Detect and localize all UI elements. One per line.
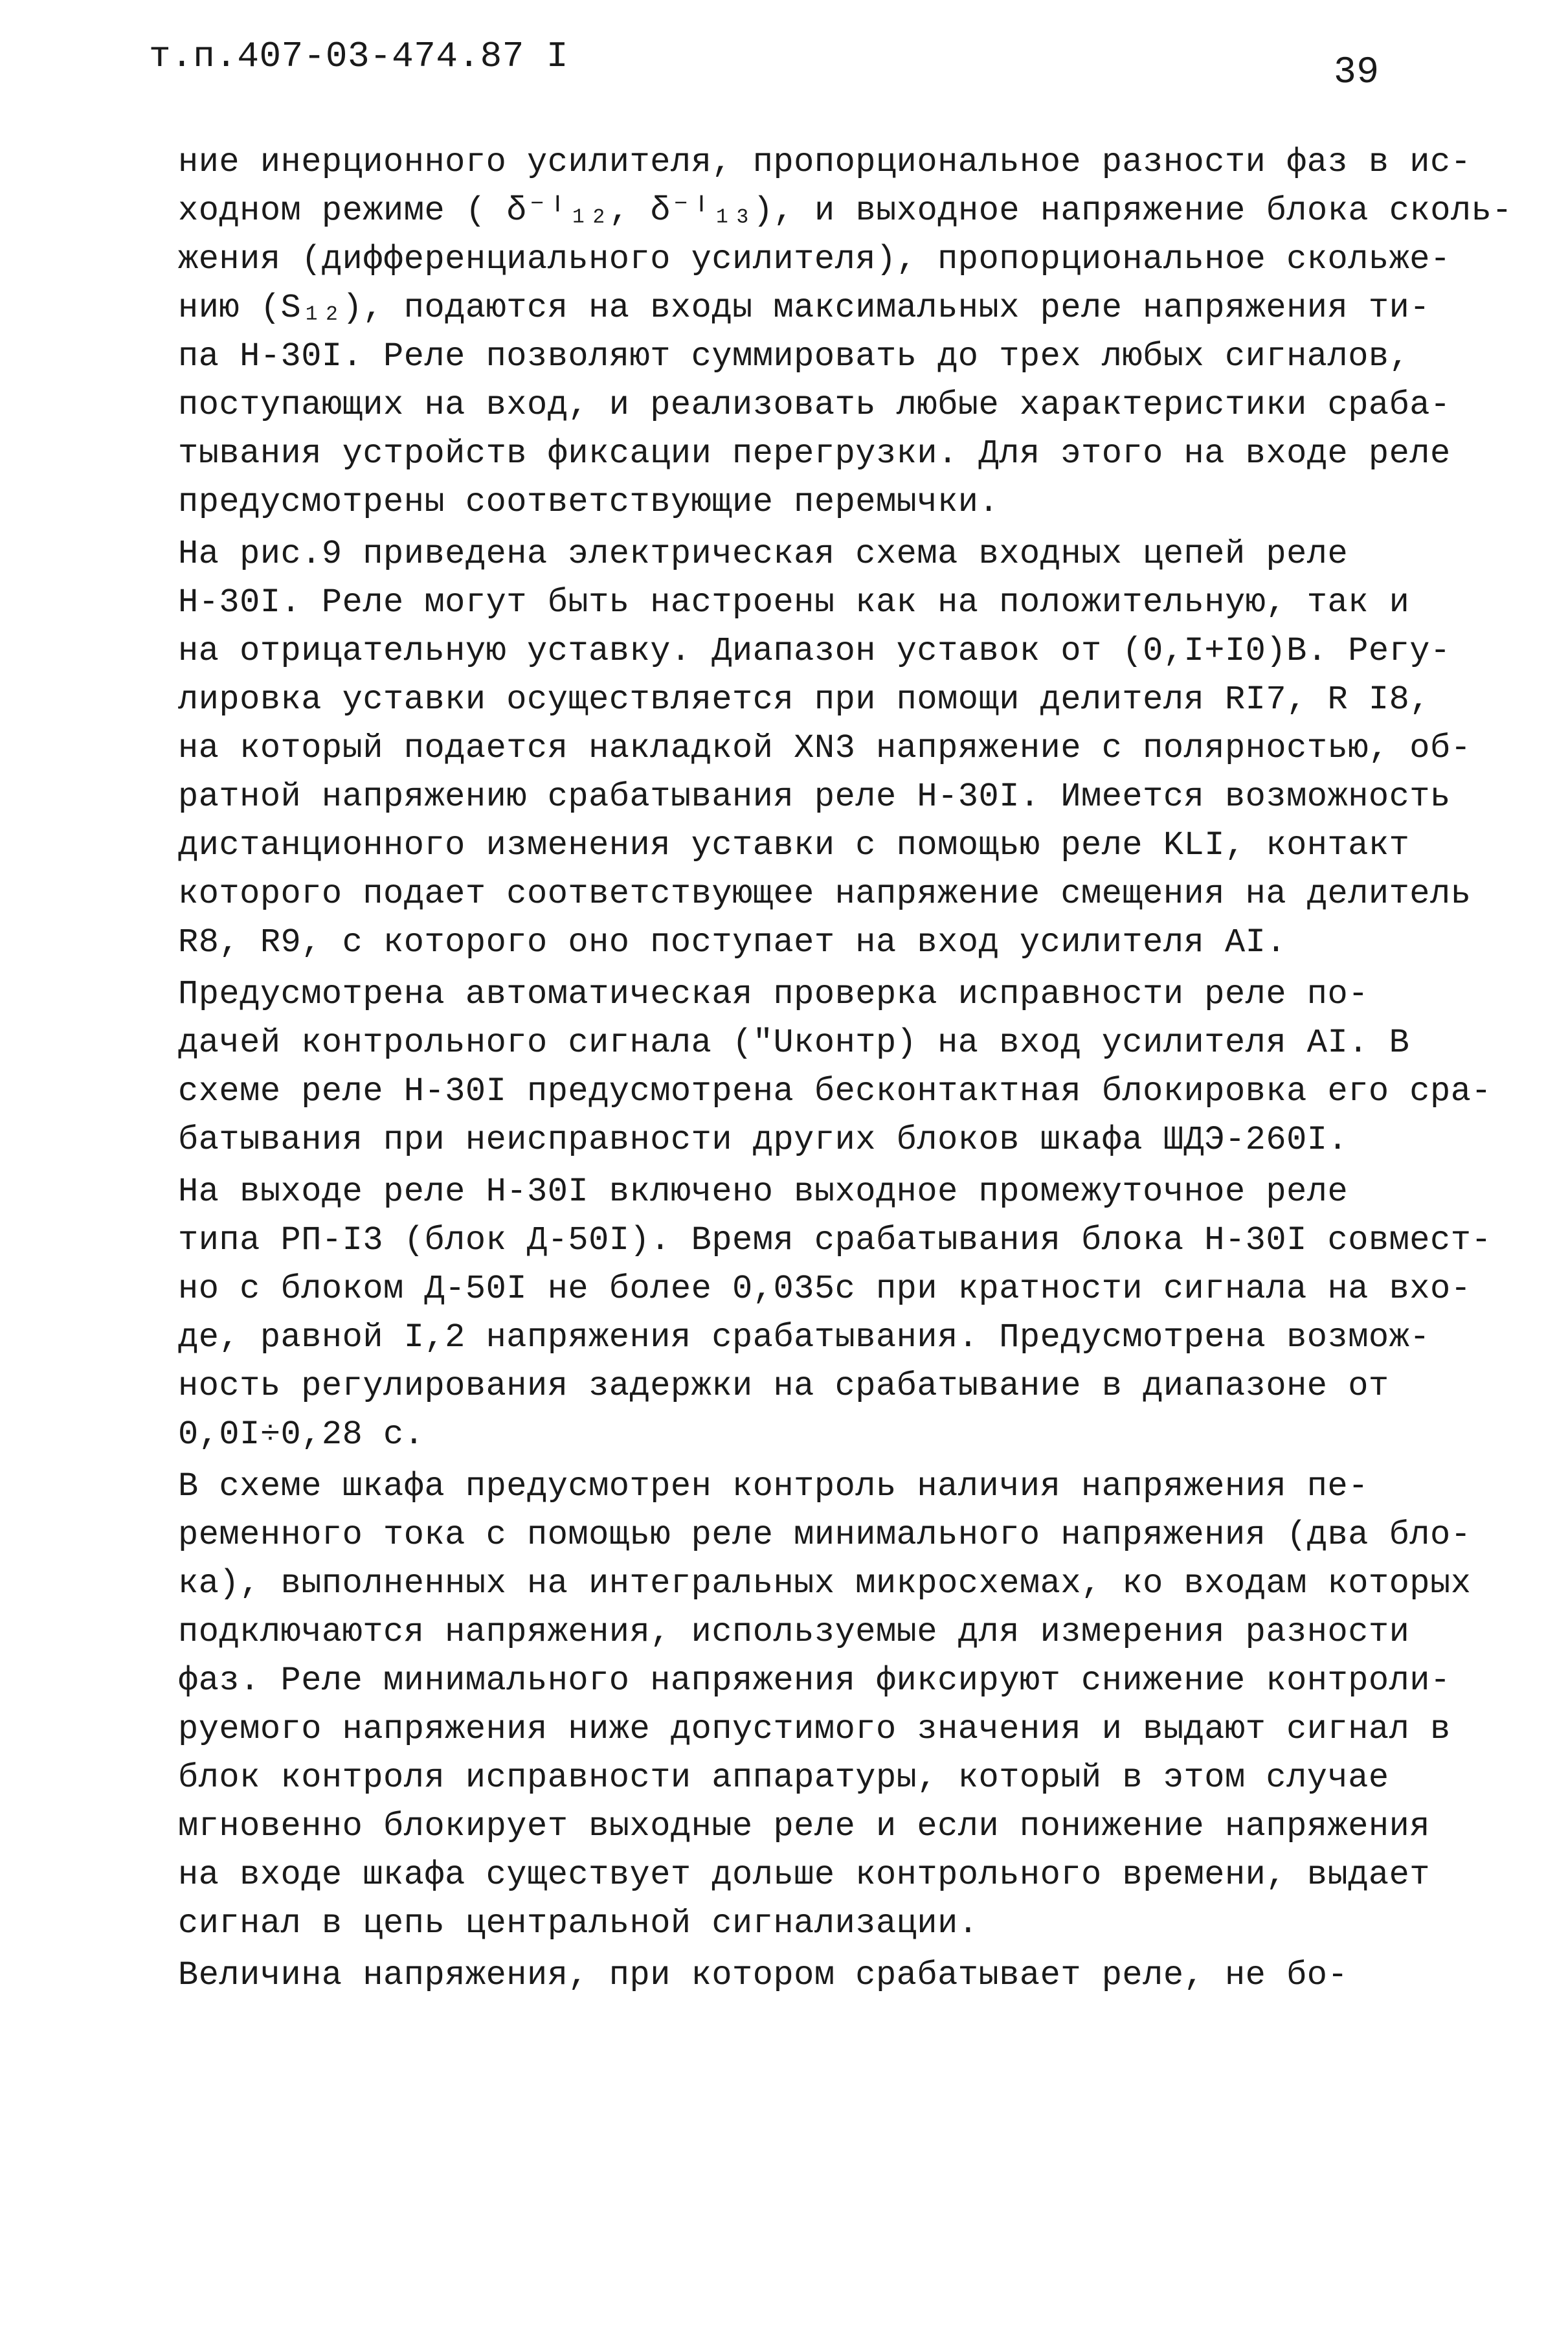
text-line: ность регулирования задержки на срабатывание в диапазоне от (178, 1367, 1389, 1405)
text-line: которого подает соответствующее напряжение смещения на делитель (178, 875, 1472, 913)
text-line: дачей контрольного сигнала ("Uконтр) на вход усилителя AI. В (178, 1024, 1410, 1062)
text-line: нию (S₁₂), подаются на входы максимальных реле напряжения ти- (178, 289, 1431, 327)
text-line: ходном режиме ( δ⁻ᴵ₁₂, δ⁻ᴵ₁₃), и выходное напряжение блока сколь- (178, 192, 1513, 230)
text-line: фаз. Реле минимального напряжения фиксируют снижение контроли- (178, 1662, 1451, 1700)
text-line: Предусмотрена автоматическая проверка исправности реле по- (178, 975, 1369, 1013)
text-line: лировка уставки осуществляется при помощи делителя RI7, R I8, (178, 681, 1431, 719)
text-line: блок контроля исправности аппаратуры, который в этом случае (178, 1759, 1389, 1797)
text-line: сигнал в цепь центральной сигнализации. (178, 1904, 979, 1943)
text-line: па Н-30I. Реле позволяют суммировать до трех любых сигналов, (178, 337, 1410, 376)
text-line: де, равной I,2 напряжения срабатывания. Предусмотрена возмож- (178, 1318, 1431, 1357)
text-line: На рис.9 приведена электрическая схема входных цепей реле (178, 535, 1349, 573)
text-line: 0,0I÷0,28 с. (178, 1415, 425, 1454)
page-number: 39 (1334, 52, 1380, 94)
text-line: Н-30I. Реле могут быть настроены как на положительную, так и (178, 583, 1410, 622)
text-line: Величина напряжения, при котором срабатывает реле, не бо- (178, 1956, 1349, 1994)
text-line: батывания при неисправности других блоков шкафа ШДЭ-260I. (178, 1121, 1349, 1159)
text-line: на который подается накладкой XN3 напряжение с полярностью, об- (178, 729, 1472, 767)
text-line: ка), выполненных на интегральных микросхемах, ко входам которых (178, 1564, 1472, 1603)
text-line: дистанционного изменения уставки с помощью реле KLI, контакт (178, 826, 1410, 864)
text-line: предусмотрены соответствующие перемычки. (178, 483, 1000, 521)
text-line: мгновенно блокирует выходные реле и если понижение напряжения (178, 1807, 1431, 1845)
text-line: типа РП-I3 (блок Д-50I). Время срабатывания блока Н-30I совмест- (178, 1221, 1492, 1259)
text-line: На выходе реле Н-30I включено выходное промежуточное реле (178, 1173, 1349, 1211)
text-line: на входе шкафа существует дольше контрольного времени, выдает (178, 1856, 1431, 1894)
text-line: жения (дифференциального усилителя), пропорциональное скольже- (178, 240, 1451, 278)
text-line: ние инерционного усилителя, пропорциональное разности фаз в ис- (178, 143, 1472, 181)
text-line: тывания устройств фиксации перегрузки. Для этого на входе реле (178, 434, 1451, 473)
text-line: на отрицательную уставку. Диапазон уставок от (0,I+I0)В. Регу- (178, 632, 1451, 670)
text-line: но с блоком Д-50I не более 0,035с при кратности сигнала на вхо- (178, 1270, 1472, 1308)
text-line: поступающих на вход, и реализовать любые характеристики сраба- (178, 386, 1451, 424)
text-line: ременного тока с помощью реле минимального напряжения (два бло- (178, 1516, 1472, 1554)
text-line: схеме реле Н-30I предусмотрена бесконтактная блокировка его сра- (178, 1072, 1492, 1110)
text-line: R8, R9, с которого оно поступает на вход усилителя AI. (178, 923, 1287, 962)
text-line: ратной напряжению срабатывания реле Н-30I. Имеется возможность (178, 778, 1451, 816)
text-line: подключаются напряжения, используемые для измерения разности (178, 1613, 1410, 1651)
document-code: т.п.407-03-474.87 I (149, 36, 569, 77)
text-line: руемого напряжения ниже допустимого значения и выдают сигнал в (178, 1710, 1451, 1748)
text-line: В схеме шкафа предусмотрен контроль наличия напряжения пе- (178, 1467, 1369, 1505)
